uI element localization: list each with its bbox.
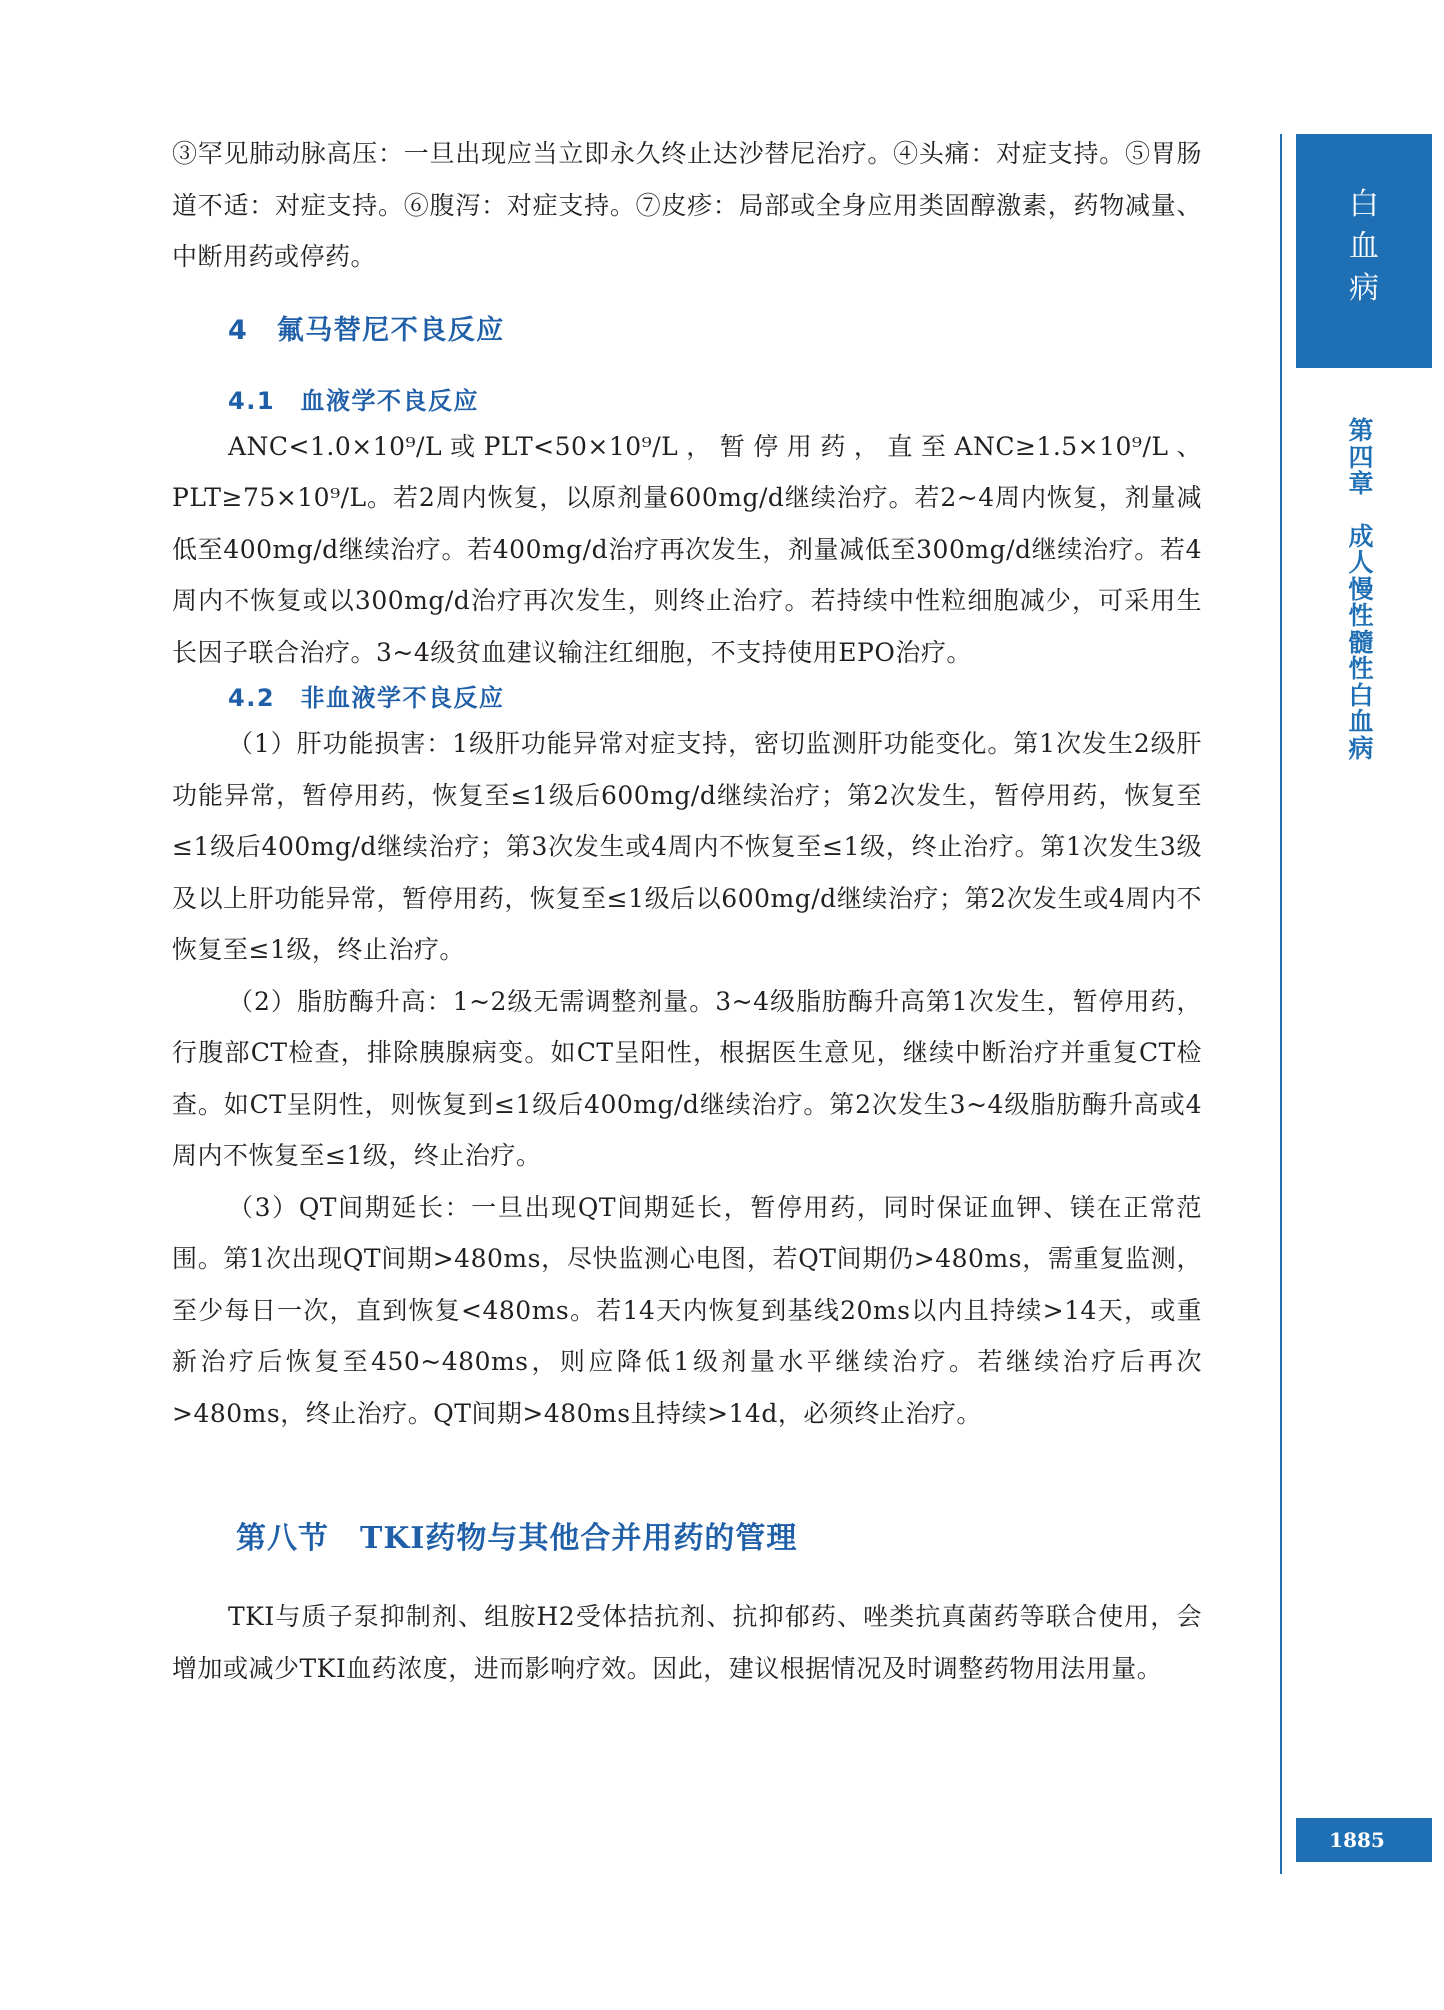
page-content <box>172 128 1202 1694</box>
sidebar-category-tab <box>1296 134 1432 368</box>
subsection-heading-4-1: 4.1 血液学不良反应 <box>228 386 480 415</box>
sidebar-chapter-label <box>1343 418 1379 762</box>
sidebar-chapter-title: 成人慢性髓性白血病 <box>1348 521 1374 763</box>
body-paragraph-qt: （3）QT间期延长：一旦出现QT间期延长，暂停用药，同时保证血钾、镁在正常范围。第1次出现QT间期>480ms，尽快监测心电图，若QT间期仍>480ms，需重复监测，至少每日一次，直到恢复<480ms。若14天内恢复到基线20ms以内且持续>14天，或重新治疗后恢复至450~480ms，则应降低1级剂量水平继续治疗。若继续治疗后再次>480ms，终止治疗。QT间期>480ms且持续>14d，必须终止治疗。 <box>172 1192 1202 1428</box>
body-paragraph-liver: （1）肝功能损害：1级肝功能异常对症支持，密切监测肝功能变化。第1次发生2级肝功能异常，暂停用药，恢复至≤1级后600mg/d继续治疗；第2次发生，暂停用药，恢复至≤1级后400mg/d继续治疗；第3次发生或4周内不恢复至≤1级，终止治疗。第1次发生3级及以上肝功能异常，暂停用药，恢复至≤1级后以600mg/d继续治疗；第2次发生或4周内不恢复至≤1级，终止治疗。 <box>172 729 1202 964</box>
body-paragraph-lipase: （2）脂肪酶升高：1~2级无需调整剂量。3~4级脂肪酶升高第1次发生，暂停用药，行腹部CT检查，排除胰腺病变。如CT呈阳性，根据医生意见，继续中断治疗并重复CT检查。如CT呈阴性，则恢复到≤1级后400mg/d继续治疗。第2次发生3~4级脂肪酶升高或4周内不恢复至≤1级，终止治疗。 <box>172 986 1202 1170</box>
sidebar-category-label: 白血病 <box>1349 187 1379 306</box>
page-number: 1885 <box>1296 1818 1432 1862</box>
sidebar-divider-line <box>1280 134 1282 1874</box>
subsection-heading-4-2: 4.2 非血液学不良反应 <box>228 684 505 712</box>
section-title-8: 第八节 TKI药物与其他合并用药的管理 <box>236 1521 798 1556</box>
body-paragraph-intro: ③罕见肺动脉高压：一旦出现应当立即永久终止达沙替尼治疗。④头痛：对症支持。⑤胃肠道不适：对症支持。⑥腹泻：对症支持。⑦皮疹：局部或全身应用类固醇激素，药物减量、中断用药或停药。 <box>172 139 1202 271</box>
section-heading-4: 4 氟马替尼不良反应 <box>228 314 505 346</box>
body-paragraph-4-1: ANC<1.0×10⁹/L或PLT<50×10⁹/L，暂停用药，直至ANC≥1.5×10⁹/L、PLT≥75×10⁹/L。若2周内恢复，以原剂量600mg/d继续治疗。若2~4周内恢复，剂量减低至400mg/d继续治疗。若400mg/d治疗再次发生，剂量减低至300mg/d继续治疗。若4周内不恢复或以300mg/d治疗再次发生，则终止治疗。若持续中性粒细胞减少，可采用生长因子联合治疗。3~4级贫血建议输注红细胞，不支持使用EPO治疗。 <box>172 431 1202 667</box>
body-paragraph-section-8: TKI与质子泵抑制剂、组胺H2受体拮抗剂、抗抑郁药、唑类抗真菌药等联合使用，会增加或减少TKI血药浓度，进而影响疗效。因此，建议根据情况及时调整药物用法用量。 <box>172 1602 1202 1683</box>
sidebar-chapter-number: 第四章 <box>1348 416 1374 498</box>
